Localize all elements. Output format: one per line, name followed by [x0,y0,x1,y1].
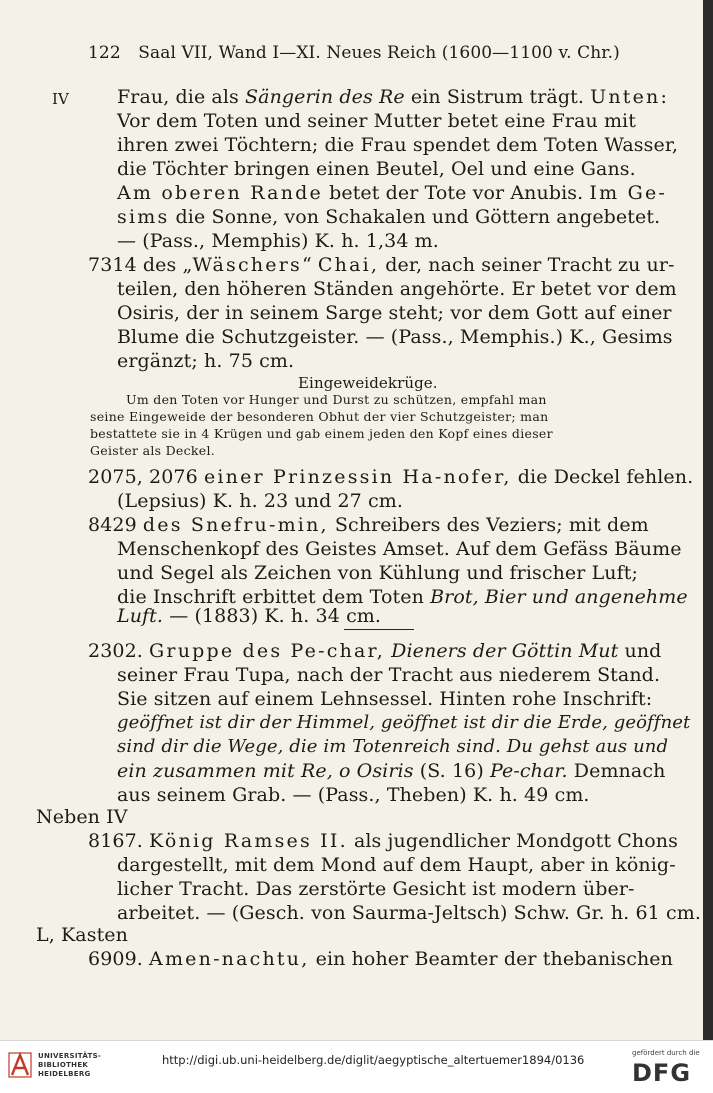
running-header [88,42,620,64]
text-line-12: ergänzt; h. 75 cm. [117,350,295,372]
text-line-28: 8167. König Ramses II. als jugendlicher Mondgott Chons [88,830,678,852]
text-line-17: und Segel als Zeichen von Kühlung und frischer Luft; [117,562,639,584]
text-line-6: sims die Sonne, von Schakalen und Göttern angebetet. [117,206,661,228]
permalink-url[interactable]: http://digi.ub.uni-heidelberg.de/diglit/aegyptische_altertuemer1894/0136 [162,1053,585,1067]
section-heading: Eingeweidekrüge. [298,374,438,392]
text-line-15: 8429 des Snefru-min, Schreibers des Veziers; mit dem [88,514,649,536]
text-line-19: Luft. — (1883) K. h. 34 cm. [117,605,382,627]
text-line-10: Osiris, der in seinem Sarge steht; vor dem Gott auf einer [117,302,672,324]
small-line-4: Geister als Deckel. [90,443,216,458]
text-line-22: Sie sitzen auf einem Lehnsessel. Hinten rohe Inschrift: [117,688,653,710]
library-name[interactable]: UNIVERSITÄTS- BIBLIOTHEK HEIDELBERG [38,1052,102,1078]
text-line-24: sind dir die Wege, die im Totenreich sind. Du gehst aus und [117,736,669,757]
text-line-2: Vor dem Toten und seiner Mutter betet eine Frau mit [117,110,636,132]
text-line-31: arbeitet. — (Gesch. von Saurma-Jeltsch) Schw. Gr. h. 61 cm. [117,902,701,924]
text-line-7: — (Pass., Memphis) K. h. 1,34 m. [117,230,439,252]
text-line-8: 7314 des „Wäschers“ Chai, der, nach seiner Tracht zu ur- [88,254,675,276]
text-line-13: 2075, 2076 einer Prinzessin Ha-nofer, die Deckel fehlen. [88,466,694,488]
section-label-iv: IV [52,90,69,108]
university-library-logo-icon [8,1051,32,1079]
text-line-4: die Töchter bringen einen Beutel, Oel und eine Gans. [117,158,636,180]
text-line-3: ihren zwei Töchtern; die Frau spendet dem Toten Wasser, [117,134,679,156]
text-line-9: teilen, den höheren Ständen angehörte. Er betet vor dem [117,278,677,300]
text-line-1: Frau, die als Sängerin des Re ein Sistrum trägt. Unten: [117,86,670,108]
text-line-33: 6909. Amen-nachtu, ein hoher Beamter der thebanischen [88,948,673,970]
page-number: 122 [88,43,121,63]
text-line-18: die Inschrift erbittet dem Toten Brot, Bier und angenehme [117,586,688,608]
location-heading-kasten: L, Kasten [36,924,128,946]
running-title: Saal VII, Wand I—XI. Neues Reich (1600—1100 v. Chr.) [138,43,620,63]
text-line-30: licher Tracht. Das zerstörte Gesicht ist modern über- [117,878,635,900]
small-line-3: bestattete sie in 4 Krügen und gab einem jeden den Kopf eines dieser [90,426,553,441]
text-line-14: (Lepsius) K. h. 23 und 27 cm. [117,490,403,512]
text-line-29: dargestellt, mit dem Mond auf dem Haupt, aber in könig- [117,854,676,876]
dfg-logo[interactable]: DFG [632,1059,692,1087]
text-line-26: aus seinem Grab. — (Pass., Theben) K. h. 49 cm. [117,784,590,806]
text-line-11: Blume die Schutzgeister. — (Pass., Memphis.) K., Gesims [117,326,673,348]
text-line-23: geöffnet ist dir der Himmel, geöffnet ist dir die Erde, geöffnet [117,712,691,733]
section-divider [344,629,414,630]
text-line-25: ein zusammen mit Re, o Osiris (S. 16) Pe-char. Demnach [117,760,666,782]
small-line-2: seine Eingeweide der besonderen Obhut der vier Schutzgeister; man [90,409,549,424]
location-heading-neben-iv: Neben IV [36,806,128,828]
small-line-1: Um den Toten vor Hunger und Durst zu schützen, empfahl man [126,392,547,407]
text-line-16: Menschenkopf des Geistes Amset. Auf dem Gefäss Bäume [117,538,682,560]
funding-note: gefördert durch die [632,1049,700,1057]
text-line-5: Am oberen Rande betet der Tote vor Anubis. Im Ge- [117,182,668,204]
text-line-20: 2302. Gruppe des Pe-char, Dieners der Göttin Mut und [88,640,662,662]
text-line-21: seiner Frau Tupa, nach der Tracht aus niederem Stand. [117,664,661,686]
digitization-footer [0,1040,713,1093]
